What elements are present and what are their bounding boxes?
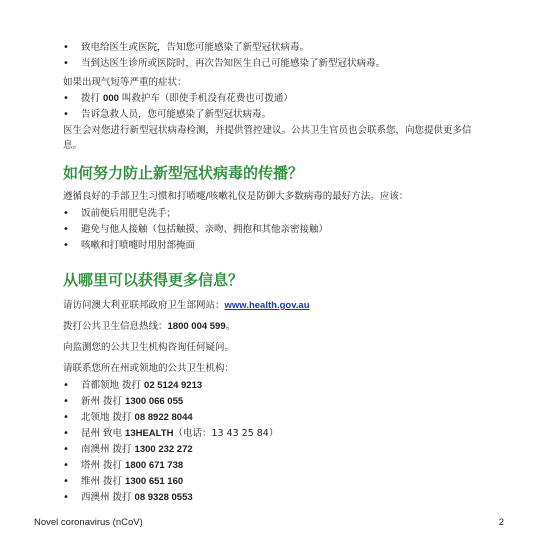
prevention-list — [63, 206, 483, 254]
list-item — [63, 458, 483, 474]
region-label: 昆州 致电 — [81, 428, 126, 439]
list-item: • 避免与他人接触（包括触摸、亲吻、拥抱和其他亲密接触） — [63, 222, 483, 238]
hotline-number: 1800 004 599 — [167, 321, 226, 332]
list-item — [63, 410, 483, 426]
list-item — [63, 442, 483, 458]
page-footer — [34, 517, 504, 533]
region-label: 北领地 拨打 — [81, 412, 135, 423]
list-item: • 告诉急救人员，您可能感染了新型冠状病毒。 — [63, 107, 483, 123]
region-label: 西澳州 拨打 — [81, 492, 135, 503]
phone-number: 1300 066 055 — [125, 396, 184, 407]
list-item — [63, 474, 483, 490]
hotline-suffix: 。 — [225, 321, 236, 332]
severe-symptoms-list — [63, 91, 483, 123]
page-number: 2 — [498, 517, 504, 528]
list-item — [63, 426, 483, 442]
phone-number: 08 9328 0553 — [134, 492, 193, 503]
phone-number: 1800 671 738 — [125, 460, 184, 471]
state-contacts-list — [63, 378, 483, 506]
phone-number: 1300 651 160 — [125, 476, 184, 487]
list-item: • 咳嗽和打喷嚏时用肘部掩面 — [63, 238, 483, 254]
phone-number: 08 8922 8044 — [134, 412, 193, 423]
list-item: • 当到达医生诊所或医院时，再次告知医生自己可能感染了新型冠状病毒。 — [63, 56, 483, 72]
list-item — [63, 91, 483, 107]
region-label: 维州 拨打 — [81, 476, 126, 487]
public-health-query-line: 向监测您的公共卫生机构咨询任何疑问。 — [63, 342, 235, 353]
call-prefix: 拨打 — [81, 93, 104, 104]
list-item — [63, 378, 483, 394]
prevention-heading: 如何努力防止新型冠状病毒的传播？ — [63, 164, 304, 182]
website-prefix: 请访问澳大利亚联邦政府卫生部网站： — [63, 300, 225, 311]
severe-symptoms-intro: 如果出现气短等严重的症状： — [63, 77, 187, 88]
phone-number: 1300 232 272 — [134, 444, 193, 455]
list-item: • 饭前便后用肥皂洗手； — [63, 206, 483, 222]
contact-doctor-list — [63, 40, 483, 72]
page-content — [63, 40, 483, 506]
prevention-intro: 遵循良好的手部卫生习惯和打喷嚏/咳嗽礼仪是防御大多数病毒的最好方法。应该： — [63, 191, 409, 202]
hotline-prefix: 拨打公共卫生信息热线： — [63, 321, 168, 332]
list-item: • 致电给医生或医院，告知您可能感染了新型冠状病毒。 — [63, 40, 483, 56]
phone-number: 02 5124 9213 — [144, 380, 203, 391]
emergency-number: 000 — [103, 93, 119, 104]
phone-extra: （电话：13 43 25 84） — [173, 428, 279, 439]
region-label: 新州 拨打 — [81, 396, 126, 407]
phone-number: 13HEALTH — [125, 428, 174, 439]
footer-title: Novel coronavirus (nCoV) — [34, 517, 143, 528]
testing-paragraph-line: 息。 — [63, 140, 83, 151]
health-website-link[interactable]: www.health.gov.au — [224, 300, 310, 311]
hotline-line — [63, 319, 483, 334]
region-label: 南澳州 拨打 — [81, 444, 135, 455]
call-suffix: 叫救护车（即使手机没有花费也可拨通） — [118, 93, 293, 104]
website-line — [63, 298, 483, 313]
more-info-heading: 从哪里可以获得更多信息？ — [63, 271, 244, 289]
list-item — [63, 490, 483, 506]
list-item — [63, 394, 483, 410]
testing-paragraph-line: 医生会对您进行新型冠状病毒检测，并提供管控建议。公共卫生官员也会联系您，向您提供更多信 — [63, 125, 472, 136]
contact-intro: 请联系您所在州或领地的公共卫生机构： — [63, 363, 235, 374]
region-label: 首都领地 拨打 — [81, 380, 145, 391]
region-label: 塔州 拨打 — [81, 460, 126, 471]
